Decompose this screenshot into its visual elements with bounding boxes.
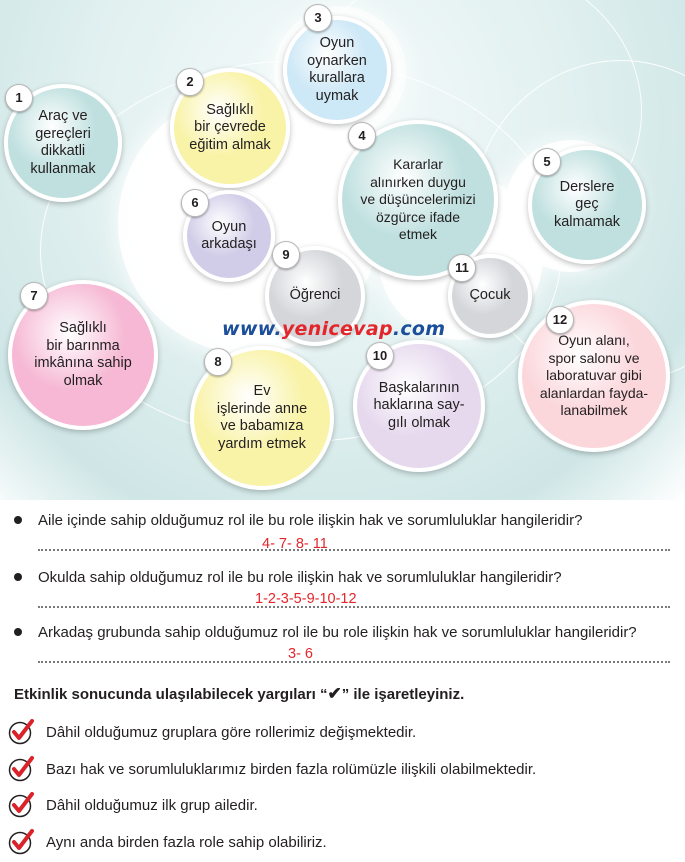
bubble-12: Oyun alanı, spor salonu ve laboratuvar gibi alanlardan fayda- lanabilmek <box>518 300 670 452</box>
question-2: Okulda sahip olduğumuz rol ile bu role ilişkin hak ve sorumluluklar hangileridir? <box>14 569 562 586</box>
number-badge-7: 7 <box>20 282 48 310</box>
number-badge-11: 11 <box>448 254 476 282</box>
statement-row <box>8 791 258 819</box>
answer-line <box>38 661 670 663</box>
bubble-10: Başkalarının haklarına say- gılı olmak <box>353 340 485 472</box>
number-badge-3: 3 <box>304 4 332 32</box>
bubble-8: Ev işlerinde anne ve babamıza yardım etmek <box>190 346 334 490</box>
answer-line <box>38 549 670 551</box>
number-badge-4: 4 <box>348 122 376 150</box>
number-badge-9: 9 <box>272 241 300 269</box>
checked-circle-icon <box>8 828 36 856</box>
bullet-icon <box>14 628 22 636</box>
bubble-3: Oyun oynarken kurallara uymak <box>283 16 391 124</box>
bullet-icon <box>14 573 22 581</box>
question-3: Arkadaş grubunda sahip olduğumuz rol ile bu role ilişkin hak ve sorumluluklar hangileridir? <box>14 624 637 641</box>
activity-heading: Etkinlik sonucunda ulaşılabilecek yargıları “✔” ile işaretleyiniz. <box>14 684 465 703</box>
bubble-11: Çocuk <box>448 254 532 338</box>
watermark: www.yenicevap.com <box>222 318 446 340</box>
checked-circle-icon <box>8 791 36 819</box>
number-badge-1: 1 <box>5 84 33 112</box>
number-badge-10: 10 <box>366 342 394 370</box>
statement-row <box>8 828 327 856</box>
question-1: Aile içinde sahip olduğumuz rol ile bu role ilişkin hak ve sorumluluklar hangileridir? <box>14 512 582 529</box>
number-badge-12: 12 <box>546 306 574 334</box>
bubble-6: Oyun arkadaşı <box>183 190 275 282</box>
answer-1: 4- 7- 8- 11 <box>262 536 328 552</box>
bubble-7: Sağlıklı bir barınma imkânına sahip olmak <box>8 280 158 430</box>
statement-text: Aynı anda birden fazla role sahip olabiliriz. <box>46 833 327 851</box>
answer-3: 3- 6 <box>288 646 313 662</box>
checked-circle-icon <box>8 755 36 783</box>
statement-text: Dâhil olduğumuz ilk grup ailedir. <box>46 796 258 814</box>
number-badge-6: 6 <box>181 189 209 217</box>
bubble-1: Araç ve gereçleri dikkatli kullanmak <box>4 84 122 202</box>
statement-text: Bazı hak ve sorumluluklarımız birden fazla rolümüzle ilişkili olabilmektedir. <box>46 760 537 778</box>
bubble-4: Kararlar alınırken duygu ve düşüncelerimizi özgürce ifade etmek <box>338 120 498 280</box>
checked-circle-icon <box>8 718 36 746</box>
answer-line <box>38 606 670 608</box>
number-badge-2: 2 <box>176 68 204 96</box>
bubble-5: Derslere geç kalmamak <box>528 146 646 264</box>
bullet-icon <box>14 516 22 524</box>
check-mark-icon: ✔ <box>327 684 342 703</box>
bubble-9: Öğrenci <box>265 246 365 346</box>
statement-row <box>8 755 536 783</box>
number-badge-5: 5 <box>533 148 561 176</box>
answer-2: 1-2-3-5-9-10-12 <box>255 591 357 607</box>
statement-text: Dâhil olduğumuz gruplara göre rollerimiz değişmektedir. <box>46 723 417 741</box>
statement-row <box>8 718 416 746</box>
bubble-2: Sağlıklı bir çevrede eğitim almak <box>170 68 290 188</box>
number-badge-8: 8 <box>204 348 232 376</box>
